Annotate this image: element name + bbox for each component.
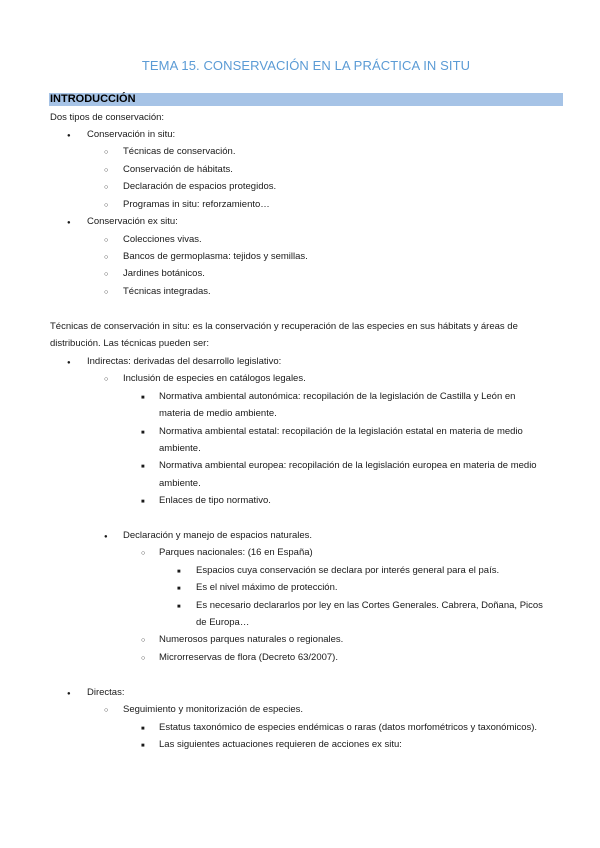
list-item: Es el nivel máximo de protección. [196,582,338,593]
document-title: TEMA 15. CONSERVACIÓN EN LA PRÁCTICA IN SITU [141,58,471,73]
bullet-circle-icon [104,268,108,282]
bullet-square-icon [141,391,145,405]
list-item: Enlaces de tipo normativo. [159,495,271,506]
section-heading: INTRODUCCIÓN [49,93,563,106]
list-item: Indirectas: derivadas del desarrollo legislativo: [87,356,282,367]
list-item: Declaración y manejo de espacios naturales. [123,530,313,541]
list-item: Normativa ambiental estatal: recopilación de la legislación estatal en materia de medio [159,426,523,437]
list-item: Seguimiento y monitorización de especies. [123,704,304,715]
list-item-continuation: materia de medio ambiente. [159,408,277,419]
intro-text: Dos tipos de conservación: [50,112,165,123]
list-item: Jardines botánicos. [123,268,205,279]
bullet-square-icon [177,582,181,596]
list-item: Espacios cuya conservación se declara por interés general para el país. [196,565,500,576]
bullet-square-icon [141,739,145,753]
bullet-dot-icon [67,129,71,143]
list-item-continuation: de Europa… [196,617,250,628]
bullet-dot-icon [104,530,108,544]
list-item-continuation: ambiente. [159,478,201,489]
list-item: Estatus taxonómico de especies endémicas o raras (datos morfométricos y taxonómicos). [159,722,538,733]
list-item: Programas in situ: reforzamiento… [123,199,270,210]
bullet-circle-icon [104,251,108,265]
bullet-circle-icon [141,634,145,648]
bullet-circle-icon [141,547,145,561]
bullet-circle-icon [104,181,108,195]
list-item: Parques nacionales: (16 en España) [159,547,313,558]
bullet-circle-icon [104,164,108,178]
paragraph-line: distribución. Las técnicas pueden ser: [50,338,209,349]
bullet-circle-icon [104,146,108,160]
bullet-square-icon [141,495,145,509]
bullet-circle-icon [104,373,108,387]
list-item: Declaración de espacios protegidos. [123,181,277,192]
bullet-square-icon [141,426,145,440]
paragraph-line: Técnicas de conservación in situ: es la conservación y recuperación de las especies en sus hábitats y áreas de [50,321,518,332]
list-item: Las siguientes actuaciones requieren de acciones ex situ: [159,739,402,750]
bullet-circle-icon [104,234,108,248]
list-item-continuation: ambiente. [159,443,201,454]
bullet-circle-icon [104,286,108,300]
list-item: Es necesario declararlos por ley en las Cortes Generales. Cabrera, Doñana, Picos [196,600,543,611]
bullet-circle-icon [104,199,108,213]
bullet-dot-icon [67,216,71,230]
list-item: Bancos de germoplasma: tejidos y semillas. [123,251,308,262]
bullet-square-icon [177,565,181,579]
list-item: Conservación de hábitats. [123,164,233,175]
bullet-dot-icon [67,356,71,370]
list-item: Conservación ex situ: [87,216,178,227]
bullet-square-icon [141,460,145,474]
bullet-circle-icon [141,652,145,666]
list-item: Colecciones vivas. [123,234,202,245]
list-item: Numerosos parques naturales o regionales. [159,634,344,645]
list-item: Normativa ambiental autonómica: recopilación de la legislación de Castilla y León en [159,391,516,402]
list-item: Microrreservas de flora (Decreto 63/2007). [159,652,338,663]
list-item: Técnicas integradas. [123,286,211,297]
list-item: Directas: [87,687,125,698]
list-item: Inclusión de especies en catálogos legales. [123,373,306,384]
list-item: Normativa ambiental europea: recopilación de la legislación europea en materia de medio [159,460,537,471]
bullet-circle-icon [104,704,108,718]
list-item: Técnicas de conservación. [123,146,236,157]
bullet-dot-icon [67,687,71,701]
bullet-square-icon [177,600,181,614]
bullet-square-icon [141,722,145,736]
list-item: Conservación in situ: [87,129,176,140]
